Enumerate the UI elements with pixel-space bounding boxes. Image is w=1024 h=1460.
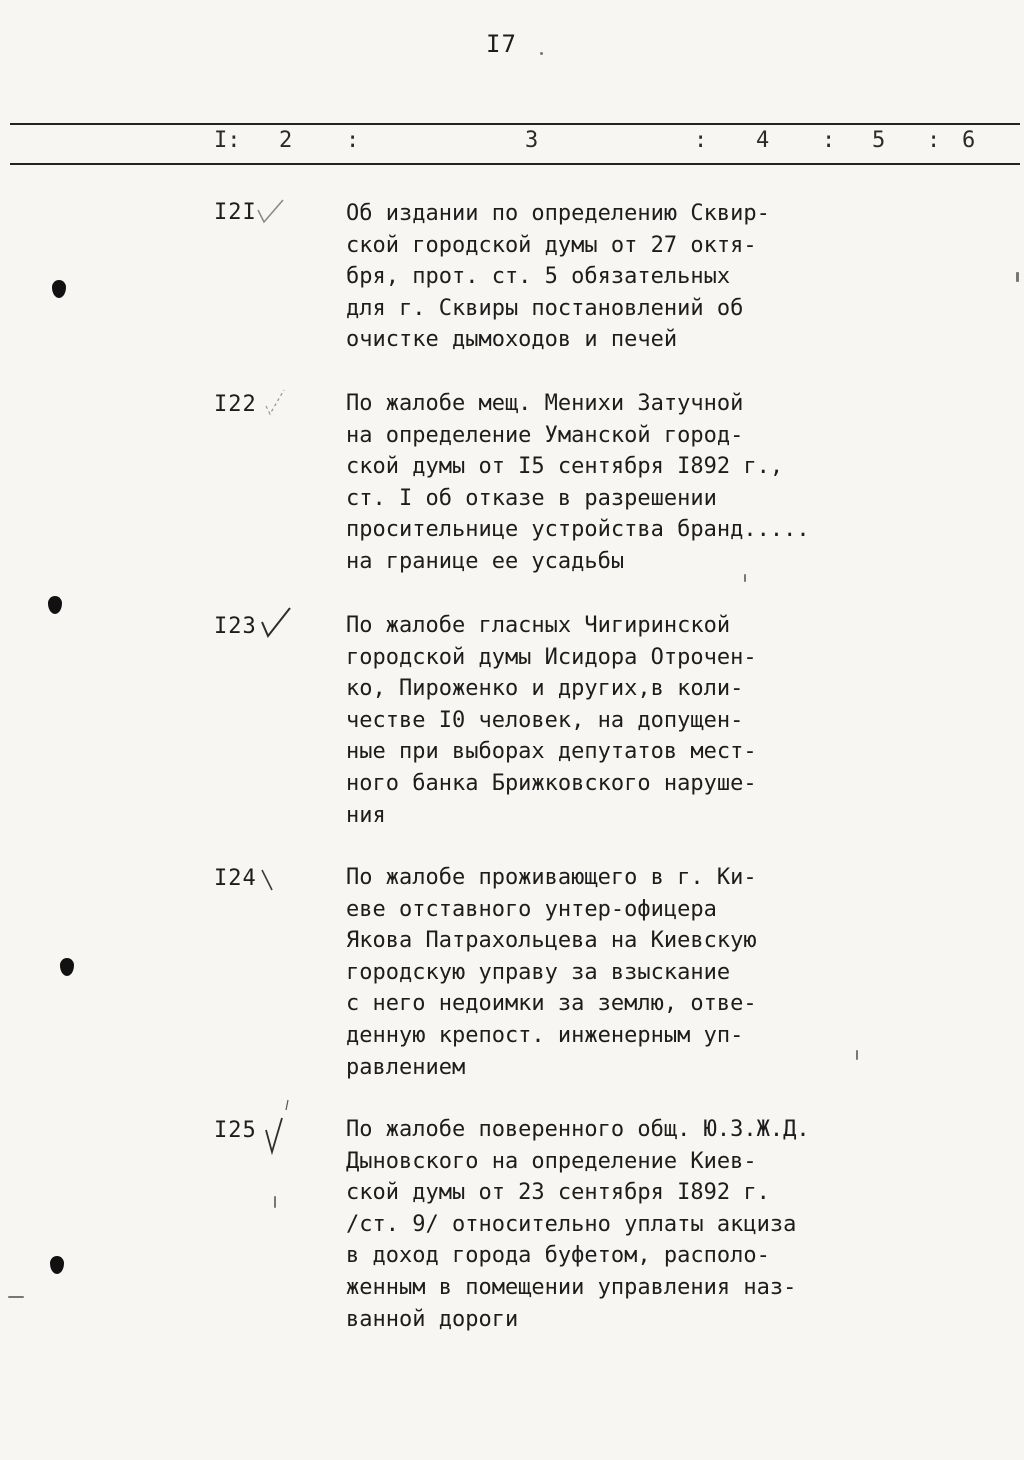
scan-speck [856,1050,858,1060]
entry-number: I23 [214,614,257,639]
table-rule-top [10,123,1020,125]
header-col-3: 3 [525,128,539,153]
page-number: I7 [486,30,517,58]
punch-hole [48,596,62,614]
header-col-2: 2 [279,128,293,153]
punch-hole [60,958,74,976]
check-mark-icon [256,866,290,900]
entry-number: I24 [214,866,257,891]
scan-speck [274,1196,276,1208]
check-mark-icon [255,196,289,230]
check-mark-icon [258,606,292,640]
header-separator: : [346,128,360,153]
header-col-6: 6 [962,128,976,153]
table-rule-bottom [10,163,1020,165]
scan-speck [744,574,746,582]
entry-number: I25 [214,1118,257,1143]
entry-number: I2I [214,200,257,225]
header-separator: : [822,128,836,153]
scan-speck [1016,272,1019,282]
check-mark-icon [260,386,294,420]
header-col-5: 5 [872,128,886,153]
entry-description: Об издании по определению Сквир- ской городской думы от 27 октя- бря, прот. ст. 5 обязательных для г. Сквиры постановлений об очистке дымоходов и печей [346,201,770,353]
entry-description: По жалобе проживающего в г. Ки- еве отставного унтер-офицера Якова Патрахольцева на Киевскую городскую управу за взыскание с него недоимки за землю, отве- денную крепост. инженерным уп- равлением [346,865,757,1080]
punch-hole [52,280,66,298]
entry-description: По жалобе мещ. Менихи Затучной на определение Уманской город- ской думы от I5 сентября I892 г., ст. I об отказе в разрешении просительнице устройства бранд..... на границе ее усадьбы [346,391,810,574]
entry-description: По жалобе гласных Чигиринской городской думы Исидора Отрочен- ко, Пироженко и других,в коли- честве I0 человек, на допущен- ные при выборах депутатов мест- ного банка Брижковского наруше- ния [346,613,757,828]
entry-description: По жалобе поверенного общ. Ю.З.Ж.Д. Дыновского на определение Киев- ской думы от 23 сентября I892 г. /ст. 9/ относительно уплаты акциза в доход города буфетом, располо- женным в помещении управления наз- ванной дороги [346,1117,810,1332]
header-col-4: 4 [756,128,770,153]
punch-hole [50,1256,64,1274]
header-col-1: I: [214,128,241,153]
header-separator: : [927,128,941,153]
check-mark-icon [262,1096,296,1156]
header-separator: : [694,128,708,153]
scan-speck [540,52,543,55]
entry-number: I22 [214,392,257,417]
scan-speck [8,1296,24,1298]
